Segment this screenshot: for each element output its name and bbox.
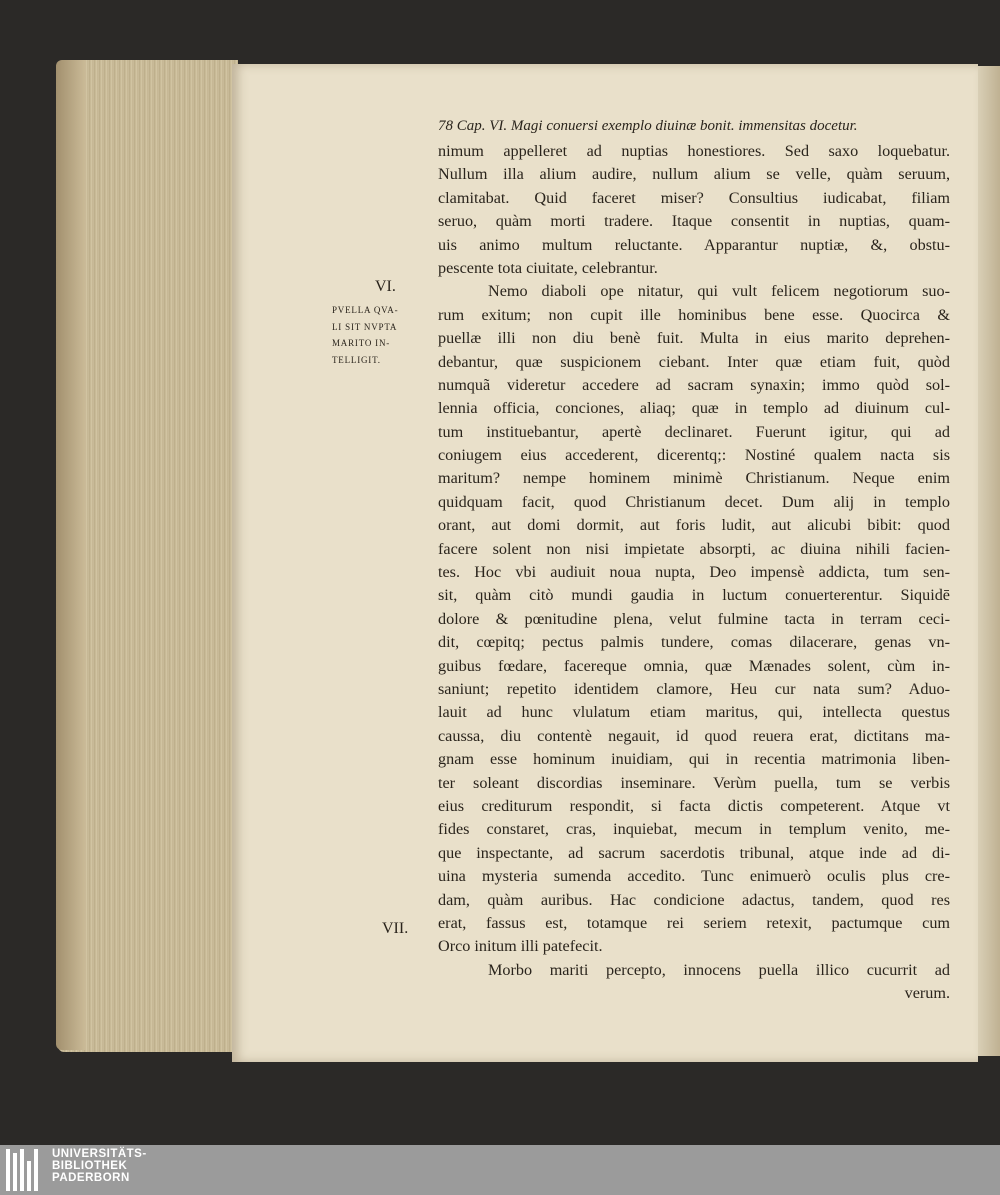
text-line: saniunt; repetito identidem clamore, Heu cur nata sum? Aduo- [438,679,950,698]
text-line: pescente tota ciuitate, celebrantur. [438,258,658,277]
text-line: dolore & pœnitudine plena, velut fulmine tacta in terram ceci- [438,609,950,628]
running-head: 78 Cap. VI. Magi conuersi exemplo diuinæ bonit. immensitas docetur. [438,118,858,134]
book-binding [56,60,86,1050]
text-line: dam, quàm auribus. Hac condicione adactus, tandem, quod res [438,890,950,909]
text-line: facere solent non nisi impietate absorpti, ac diuina nihili facien- [438,539,950,558]
text-line: debantur, quæ suspicionem ciebant. Inter quæ etiam fuit, quòd [438,352,950,371]
text-line: Nemo diaboli ope nitatur, qui vult felicem negotiorum suo- [488,282,950,301]
margin-numeral-vi: VI. [375,278,396,295]
library-logo-icon [6,1149,44,1191]
text-line: Orco initum illi patefecit. [438,937,603,956]
margin-note-line: LI SIT NVPTA [332,321,398,332]
text-line: que inspectante, ad sacrum sacerdotis tribunal, atque inde ad di- [438,843,950,862]
text-line: sit, quàm citò mundi gaudia in luctum conuerterentur. Siquidē [438,586,950,605]
text-line: tum instituebantur, apertè declinaret. Fuerunt igitur, qui ad [438,422,950,441]
facing-page-edge [978,66,1000,1056]
text-line: dit, cœpitq; pectus palmis tundere, comas dilacerare, genas vn- [438,633,950,652]
text-line: orant, aut domi dormit, aut foris ludit, aut alicubi bibit: quod [438,516,950,535]
text-line: nimum appelleret ad nuptias honestiores. Sed saxo loquebatur. [438,142,950,160]
text-line: fides constaret, cras, inquiebat, mecum in templum venito, me- [438,820,950,839]
text-line: Nullum illa alium audire, nullum alium se velle, quàm seruum, [438,165,950,184]
text-line: uina mysteria sumenda accedito. Tunc enimuerò oculis plus cre- [438,867,950,886]
text-line: clamitabat. Quid faceret miser? Consultius iudicabat, filiam [438,188,950,207]
text-line: gnam esse hominum inuidiam, qui in recentia matrimonia liben- [438,750,950,769]
margin-note [332,302,436,368]
margin-note-line: PVELLA QVA- [332,305,399,315]
text-line: puellæ illi non diu benè fuit. Multa in eius marito deprehen- [438,329,950,348]
text-line: coniugem eius accederent, dicerentq;: Nostiné qualem nacta sis [438,446,950,465]
text-line: guibus fœdare, facereque omnia, quæ Mænades solent, cùm in- [438,656,950,675]
margin-note-line: MARITO IN- [332,338,391,348]
text-line: eius crediturum respondit, si facta dictis competerent. Atque vt [438,796,950,815]
footer-bar [0,1145,1000,1195]
text-line: seruo, quàm morti tradere. Itaque consentit in nuptias, quam- [438,212,950,231]
text-line: lauit ad hunc vlulatum etiam maritus, qui, intellecta questus [438,703,950,722]
text-line: rum exitum; non cupit ille hominibus bene esse. Quocirca & [438,305,950,324]
margin-note-line: TELLIGIT. [332,354,381,365]
text-line: caussa, diu contentè negauit, id quod reuera erat, dictitans ma- [438,726,950,745]
margin-numeral-vii: VII. [382,920,409,937]
text-line: erat, fassus est, totamque rei seriem retexit, pactumque cum [438,913,950,932]
text-line: ter soleant discordias inseminare. Verùm puella, tum se verbis [438,773,950,792]
logo-line: PADERBORN [52,1172,130,1185]
text-line: lennia officia, conciones, aliaq; quæ in templo ad diuinum cul- [438,399,950,418]
text-line: maritum? nempe hominem minimè Christianum. Neque enim [438,469,950,488]
catchword: verum. [904,984,950,1003]
library-logo-text [52,1148,147,1185]
body-text [438,142,950,1007]
text-line: Morbo mariti percepto, innocens puella illico cucurrit ad [488,960,950,979]
text-line: quidquam facit, quod Christianum decet. Dum alij in templo [438,492,950,511]
logo-line: BIBLIOTHEK [52,1160,128,1173]
text-line: tes. Hoc vbi audiuit noua nupta, Deo impensè addicta, tum sen- [438,563,950,582]
text-line: uis animo multum reluctante. Apparantur nuptiæ, &, obstu- [438,235,950,254]
logo-line: UNIVERSITÄTS- [52,1148,147,1160]
text-line: numquã videretur accedere ad sacram synaxin; immo quòd sol- [438,375,950,394]
